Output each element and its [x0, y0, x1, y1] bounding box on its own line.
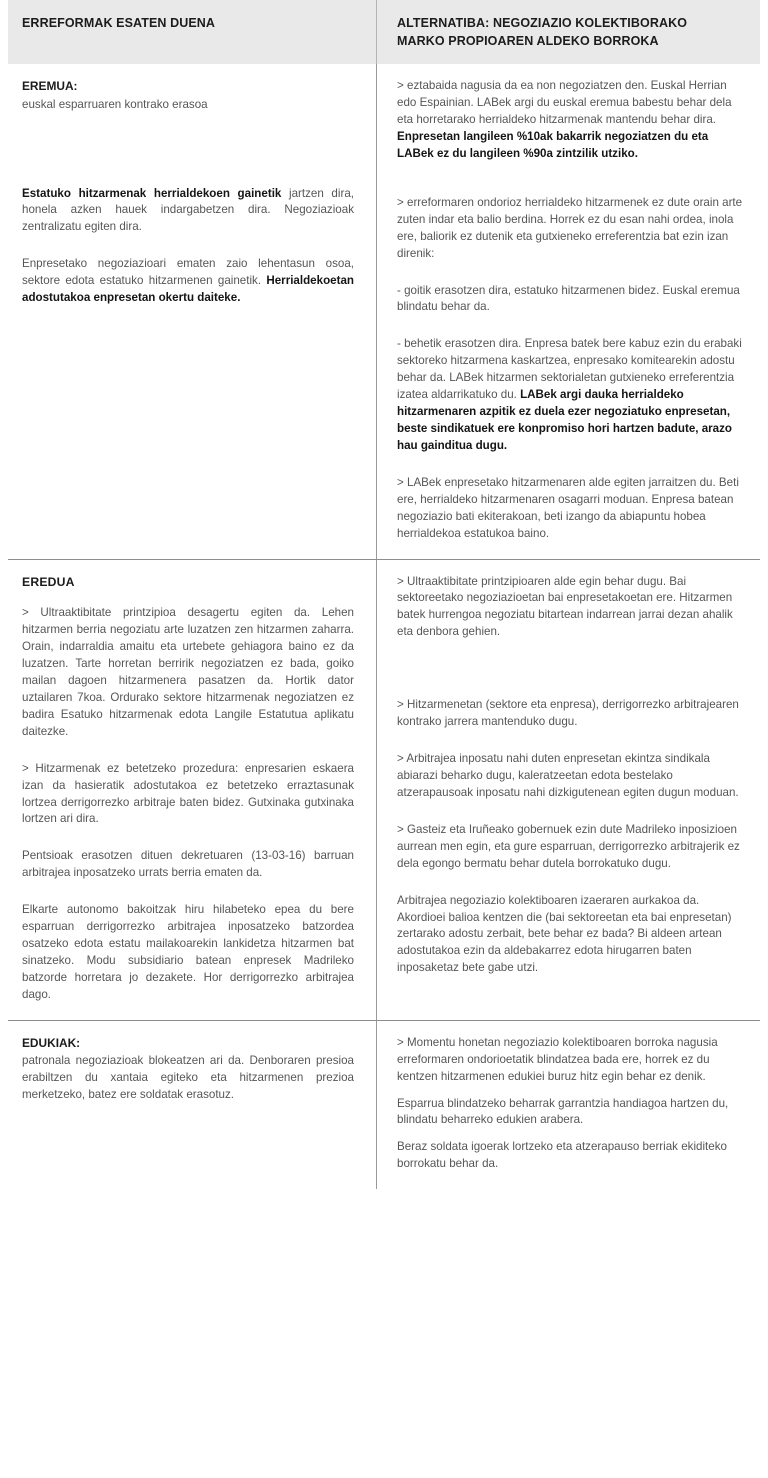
spacer	[397, 812, 744, 822]
table-header-row	[8, 0, 760, 64]
eremua-right-paragraph-1: > eztabaida nagusia da ea non negoziatzen den. Euskal Herrian edo Espainian. LABek argi du euskal eremua babestu behar dela eta horretarako herrialdeko hitzarmenak mantendu behar dira. Enpresetan langileen %10ak bakarrik negoziatzen du eta LABek ez du langileen %90a zintzilik utziko.	[397, 79, 732, 160]
spacer	[397, 651, 744, 697]
section-edukiak-right	[377, 1021, 760, 1189]
edukiak-left-paragraph-1: patronala negoziazioak blokeatzen ari da. Denboraren presioa erabiltzen du xantaia egiteko eta hitzarmenen prezioa merketzeko, batez ere soldatak erasotuz.	[22, 1054, 354, 1101]
edukiak-heading: EDUKIAK:	[22, 1035, 81, 1050]
eredua-heading: EREDUA	[22, 574, 75, 589]
eremua-left-paragraph-2: Enpresetako negoziazioari ematen zaio lehentasun osoa, sektore edota estatuko hitzarmenen gainetik. Herrialdekoetan adostutakoa enpresetan okertu daiteke.	[22, 257, 354, 305]
spacer	[22, 838, 354, 848]
edukiak-right-paragraph-3: Beraz soldata igoerak lortzeko eta atzerapauso berriak ekiditeko borrokatu behar da.	[397, 1140, 727, 1171]
eremua-right-paragraph-2: > erreformaren ondorioz herrialdeko hitzarmenek ez dute orain arte zuten indar eta balio berdina. Horrek ez du esan nahi ordea, inola ere, baliorik ez dutenik eta gutxieneko erreferentzia bat ezin izan direnik:	[397, 195, 743, 260]
spacer	[397, 273, 744, 283]
spacer	[22, 892, 354, 902]
eredua-right-paragraph-1: > Ultraaktibitate printzipioaren alde egin behar dugu. Bai sektoreetako negoziazioetan bai enpresetakoetan ere. Hitzarmen batek hurrengoa negoziatu bitartean indarrean jarrai dezan ahalik eta denbora gehien.	[397, 574, 733, 639]
eredua-right-paragraph-5: Arbitrajea negoziazio kolektiboaren izaeraren aurkakoa da. Akordioei balioa kentzen die (bai sektoreetan eta bai enpresetan) zertarako adostu zerbait, bete behar ez bada? Bi aldeen artean adostutakoa ezin da aldebakarrez edota hirugarren baten inposaketaz bete gabe utzi.	[397, 893, 732, 975]
spacer	[397, 465, 744, 475]
edukiak-right-paragraph-1: > Momentu honetan negoziazio kolektiboaren borroka nagusia erreformaren ondorioetatik blindatzea bada ere, horrek ez du kentzen hitzarmenen edukiei buruz hitz egin behar ez denik.	[397, 1035, 718, 1083]
eremua-right-paragraph-3: - goitik erasotzen dira, estatuko hitzarmenen bidez. Euskal eremua blindatu behar da.	[397, 283, 740, 314]
section-row-eremua	[8, 64, 760, 558]
eredua-right-paragraph-4: > Gasteiz eta Iruñeako gobernuek ezin dute Madrileko inposizioen aurrean men egin, eta gure esparruan, derrigorrezko arbitrajerik ez dela egongo bermatu behar dutela borrokatuko dugu.	[397, 822, 740, 870]
spacer	[22, 246, 354, 256]
eredua-left-paragraph-1: > Ultraaktibitate printzipioa desagertu egiten da. Lehen hitzarmen berria negoziatu arte luzatzen zen hitzarmen zaharra. Orain, indarraldia amaitu eta urtebete gehiagora baino ez da luzatzen. Tarte horretan berririk negoziatzen ez bada, goiko mailan dagoen hitzarmenera pasatzen da. Hortik dator uztailaren 7koa. Ordurako sektore hitzarmenak negoziatzen ez badira Esatuko hitzarmenak edota Langile Estatutua aplikatu daitezke.	[22, 606, 354, 738]
eredua-left-paragraph-2: > Hitzarmenak ez betetzeko prozedura: enpresarien eskaera izan da hasieratik adostutakoa ez betetzeko erraztasunak lortzea derrigorrezko arbitraje baten bidez. Gutxinaka gutxinaka lortzen ari dira.	[22, 761, 354, 826]
section-row-eredua	[8, 560, 760, 1020]
edukiak-right-paragraph-2: Esparrua blindatzeko beharrak garrantzia handiagoa hartzen du, blindatu beharreko edukien arabera.	[397, 1096, 729, 1127]
spacer	[397, 173, 744, 195]
section-eremua-left	[8, 64, 377, 558]
section-eredua-left	[8, 560, 377, 1020]
header-cell-left	[8, 0, 377, 64]
eremua-right-paragraph-5: > LABek enpresetako hitzarmenaren alde egiten jarraitzen du. Beti ere, herrialdeko hitzarmenaren osagarri moduan. Enpresa batean negoziazio bati ekiterakoan, beti izango da abiapuntu hobea herrialdekoa estatukoa baino.	[397, 475, 739, 540]
spacer	[397, 326, 744, 336]
section-eredua-right	[377, 560, 760, 1020]
header-title-right-line1: ALTERNATIBA: NEGOZIAZIO KOLEKTIBORAKO	[397, 16, 688, 30]
eremua-heading: EREMUA:	[22, 79, 78, 94]
spacer	[397, 741, 744, 751]
eredua-right-paragraph-2: > Hitzarmenetan (sektore eta enpresa), derrigorrezko arbitrajearen kontrako jarrera mantenduko dugu.	[397, 698, 739, 729]
eremua-subheading: euskal esparruaren kontrako erasoa	[22, 97, 208, 111]
eredua-right-paragraph-3: > Arbitrajea inposatu nahi duten enpresetan ekintza sindikala abiarazi beharko dugu, kaleratzeetan edota bestelako atzerapausoak inposatu nahi dizkigutenean egiten dugun moduan.	[397, 752, 739, 799]
header-title-right-line2: MARKO PROPIOAREN ALDEKO BORROKA	[397, 34, 659, 49]
spacer	[397, 883, 744, 893]
section-eremua-right	[377, 64, 760, 558]
header-cell-right	[377, 0, 760, 64]
header-title-left: ERREFORMAK ESATEN DUENA	[22, 16, 216, 30]
eredua-left-paragraph-3: Pentsioak erasotzen dituen dekretuaren (13-03-16) barruan arbitrajea inposatzeko urrats berria ematen da.	[22, 849, 354, 880]
section-edukiak-left	[8, 1021, 377, 1189]
eremua-left-paragraph-1: Estatuko hitzarmenak herrialdekoen gainetik jartzen dira, honela azken hauek indargabetzen dira. Negoziazioak zentralizatu egiten dira.	[22, 186, 354, 234]
spacer	[22, 124, 354, 186]
section-row-edukiak	[8, 1021, 760, 1189]
eremua-right-paragraph-4: - behetik erasotzen dira. Enpresa batek bere kabuz ezin du erabaki sektoreko hitzarmena kaskartzea, enpresako komitearekin adostu behar da. LABek hitzarmen sektorialetan gutxieneko erreferentzia izatea aldarrikatuko du. LABek argi dauka herrialdeko hitzarmenaren azpitik ez duela ezer negoziatuko enpresetan, beste sindikatuek ere konpromiso hori hartzen badute, arazo hau gainditua dugu.	[397, 337, 742, 452]
eredua-left-paragraph-4: Elkarte autonomo bakoitzak hiru hilabeteko epea du bere esparruan derrigorrezko arbitrajea inposatzeko batzordea osatzeko edota estatu mailakoarekin lankidetza hitzarmen bat sinatzeko. Modu subsidiario batean enpresek Madrileko batzorde horretara jo dezakete. Hor derrigorrezko arbitrajea dago.	[22, 903, 354, 1001]
spacer	[22, 751, 354, 761]
